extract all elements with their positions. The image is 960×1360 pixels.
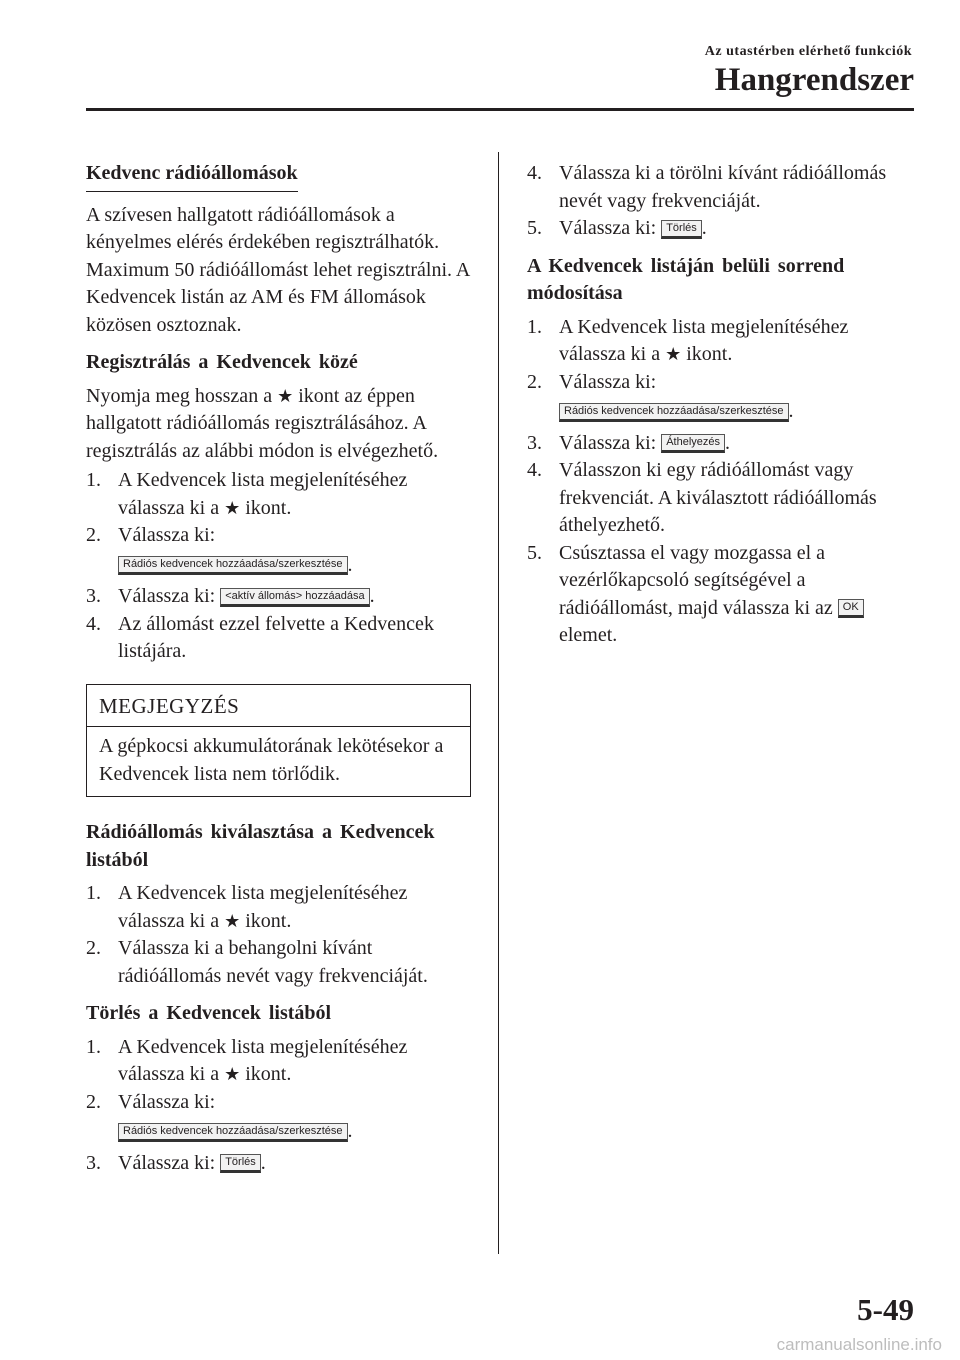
right-column: 4. Válassza ki a törölni kívánt rádióállomás nevét vagy frekvenciáját. 5. Válassza ki: Törlés . A Kedvencek listáján belüli sorrend módosítása 1. A Kedvencek lista megjelenítéséhez válassza ki a ★ ikont. 2. Válassza ki: Rádiós kedvencek hozzáadása/szerkesztése . 3. Válassza ki: Áthelyezés . 4. Válasszon ki egy rádióállomást vagy frekvenciát. A kiválasztott rádióállomás áthelyezhető. 5. Csúsztassa el vagy mozgassa el a vezérlőkapcsoló segítségével a rádióállomást, majd válassza ki az OK elemet.	[527, 160, 917, 650]
section-title: Kedvenc rádióállomások	[86, 160, 298, 192]
note-box	[86, 684, 471, 798]
favorites-edit-button[interactable]: Rádiós kedvencek hozzáadása/szerkesztése	[118, 556, 348, 575]
delete-button[interactable]: Törlés	[220, 1154, 261, 1173]
delete-button[interactable]: Törlés	[661, 220, 702, 239]
list-item: 2. Válassza ki:	[527, 370, 657, 393]
list-item: 5. Válassza ki: Törlés .	[527, 217, 707, 239]
list-item: 4. Válassza ki a törölni kívánt rádióállomás nevét vagy frekvenciáját.	[527, 162, 887, 212]
register-heading: Regisztrálás a Kedvencek közé	[86, 351, 358, 373]
favorites-edit-button[interactable]: Rádiós kedvencek hozzáadása/szerkesztése	[559, 403, 789, 422]
move-button[interactable]: Áthelyezés	[661, 434, 725, 453]
list-item: 2. Válassza ki:	[86, 524, 216, 546]
list-item: 3. Válassza ki: <aktív állomás> hozzáadása .	[86, 585, 375, 607]
list-item: 2. Válassza ki:	[86, 1090, 216, 1113]
delete-heading: Törlés a Kedvencek listából	[86, 1002, 332, 1024]
list-item: 5. Csúsztassa el vagy mozgassa el a vezérlőkapcsoló segítségével a rádióállomást, majd válassza ki az OK elemet.	[527, 540, 917, 650]
list-item: 1. A Kedvencek lista megjelenítéséhez válassza ki a ★ ikont.	[527, 315, 849, 365]
star-icon: ★	[277, 385, 294, 406]
star-icon: ★	[665, 344, 682, 364]
star-icon: ★	[224, 497, 241, 518]
left-column: Kedvenc rádióállomások A szívesen hallgatott rádióállomások a kényelmes elérés érdekében regisztrálhatók. Maximum 50 rádióállomást lehet regisztrálni. A Kedvencek listán az AM és FM állomások közösen osztoznak. Regisztrálás a Kedvencek közé Nyomja meg hosszan a ★ ikont az éppen hallgatott rádióállomás regisztrálásához. A regisztrálás az alábbi módon is elvégezhető. 1. A Kedvencek lista megjelenítéséhez válassza ki a ★ ikont. 2. Válassza ki: Rádiós kedvencek hozzáadása/szerkesztése . 3. Válassza ki: <aktív állomás> hozzáadása . 4. Az állomást ezzel felvette a Kedvencek listájára. MEGJEGYZÉS A gépkocsi akkumulátorának lekötésekor a Kedvencek lista nem törlődik. Rádióállomás kiválasztása a Kedvencek listából 1. A Kedvencek lista megjelenítéséhez válassza ki a ★ ikont. 2. Válassza ki a behangolni kívánt rádióállomás nevét vagy frekvenciáját. Törlés a Kedvencek listából 1. A Kedvencek lista megjelenítéséhez válassza ki a ★ ikont. 2. Válassza ki: Rádiós kedvencek hozzáadása/szerkesztése . 3. Válassza ki: Törlés .	[86, 160, 471, 1177]
chapter-label: Az utastérben elérhető funkciók	[704, 44, 912, 59]
intro-paragraph: A szívesen hallgatott rádióállomások a kényelmes elérés érdekében regisztrálhatók. Maximum 50 rádióállomást lehet regisztrálni. A Kedvencek listán az AM és FM állomások közösen osztoznak.	[86, 203, 470, 336]
star-icon: ★	[224, 910, 241, 931]
list-item: 4. Az állomást ezzel felvette a Kedvencek listájára.	[86, 612, 434, 662]
note-title: MEGJEGYZÉS	[87, 685, 470, 728]
add-active-station-button[interactable]: <aktív állomás> hozzáadása	[220, 588, 369, 607]
order-heading: A Kedvencek listáján belüli sorrend módosítása	[527, 254, 845, 304]
header-rule	[86, 108, 914, 111]
list-item: 1. A Kedvencek lista megjelenítéséhez válassza ki a ★ ikont.	[86, 882, 408, 932]
list-item: 3. Válassza ki: Törlés .	[86, 1151, 266, 1174]
favorites-edit-button[interactable]: Rádiós kedvencek hozzáadása/szerkesztése	[118, 1123, 348, 1142]
list-item: 1. A Kedvencek lista megjelenítéséhez válassza ki a ★ ikont.	[86, 1035, 408, 1085]
select-heading: Rádióállomás kiválasztása a Kedvencek listából	[86, 821, 435, 871]
list-item: 1. A Kedvencek lista megjelenítéséhez válassza ki a ★ ikont.	[86, 469, 408, 519]
register-paragraph: Nyomja meg hosszan a ★ ikont az éppen hallgatott rádióállomás regisztrálásához. A regisztrálás az alábbi módon is elvégezhető.	[86, 384, 439, 462]
note-body: A gépkocsi akkumulátorának lekötésekor a Kedvencek lista nem törlődik.	[99, 735, 444, 785]
ok-button[interactable]: OK	[838, 599, 864, 618]
list-item: 2. Válassza ki a behangolni kívánt rádióállomás nevét vagy frekvenciáját.	[86, 937, 428, 987]
star-icon: ★	[224, 1064, 241, 1084]
page-number: 5-49	[857, 1292, 914, 1327]
list-item: 3. Válassza ki: Áthelyezés .	[527, 431, 730, 454]
column-divider	[498, 152, 499, 1254]
page-title: Hangrendszer	[714, 62, 914, 98]
list-item: 4. Válasszon ki egy rádióállomást vagy frekvenciát. A kiválasztott rádióállomás áthelyezhető.	[527, 459, 877, 536]
watermark: carmanualsonline.info	[776, 1335, 942, 1354]
